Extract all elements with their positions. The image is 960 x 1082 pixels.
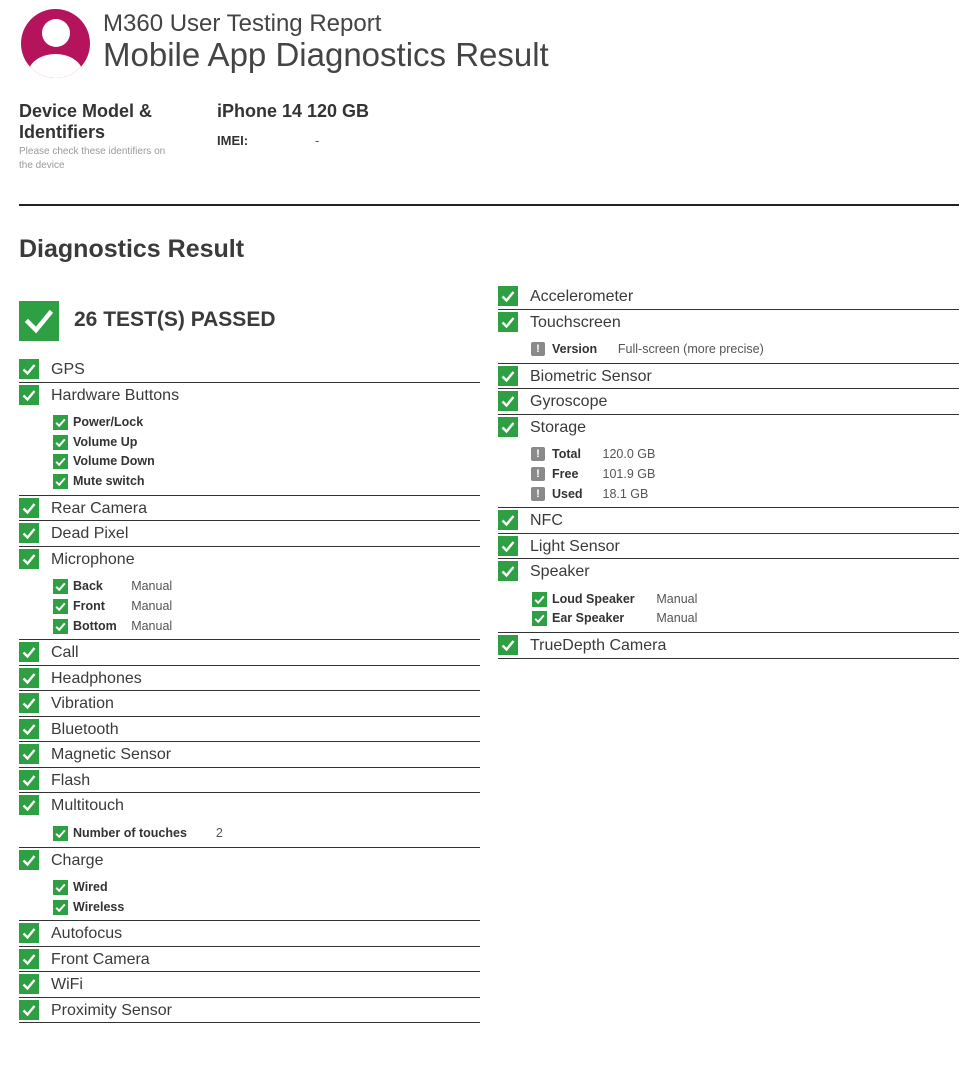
sub-result-label: Loud Speaker — [552, 591, 635, 606]
check-icon — [532, 611, 547, 626]
test-item-vibration — [19, 691, 480, 717]
sub-result-label: Number of touches — [73, 825, 187, 840]
sub-result-loud-speaker — [498, 590, 959, 610]
test-name: Proximity Sensor — [51, 1001, 172, 1019]
test-name: NFC — [530, 512, 563, 530]
test-name: Accelerometer — [530, 288, 634, 305]
check-icon — [498, 510, 518, 530]
test-name: Magnetic Sensor — [51, 746, 172, 764]
sub-result-label: Mute switch — [73, 474, 145, 489]
check-icon — [532, 592, 547, 607]
check-icon — [498, 635, 518, 655]
sub-result-label: Bottom — [73, 618, 117, 633]
sub-result-label: Total — [552, 447, 581, 462]
check-icon — [498, 536, 518, 556]
test-item-speaker — [498, 559, 959, 633]
test-name: Call — [51, 644, 79, 662]
sub-result-value: 2 — [215, 825, 223, 840]
test-item-truedepth-camera — [498, 633, 959, 659]
sub-result-label: Ear Speaker — [552, 611, 625, 626]
sub-result-value: Manual — [131, 579, 173, 594]
check-icon — [19, 719, 39, 739]
sub-result-back — [19, 577, 480, 597]
test-name: Dead Pixel — [51, 525, 129, 543]
results-left-column — [19, 357, 480, 1023]
test-name: Touchscreen — [530, 313, 621, 331]
check-icon — [19, 744, 39, 764]
report-subtitle: M360 User Testing Report — [103, 10, 382, 37]
test-item-proximity-sensor — [19, 998, 480, 1024]
test-item-multitouch — [19, 793, 480, 847]
test-name: Rear Camera — [51, 499, 148, 517]
check-icon — [19, 770, 39, 790]
sub-result-bottom — [19, 617, 480, 637]
test-name: Autofocus — [51, 925, 123, 943]
check-icon — [19, 498, 39, 518]
test-item-front-camera — [19, 947, 480, 973]
sub-result-value: 101.9 GB — [602, 466, 656, 481]
sub-result-ear-speaker — [498, 609, 959, 629]
test-item-gps — [19, 357, 480, 383]
sub-result-version — [498, 340, 959, 360]
sub-result-value: Manual — [656, 611, 698, 626]
section-divider — [19, 204, 959, 206]
sub-result-label: Volume Up — [73, 434, 138, 449]
imei-label: IMEI: — [217, 133, 249, 148]
test-name: WiFi — [51, 976, 83, 994]
test-item-flash — [19, 768, 480, 794]
check-icon — [19, 974, 39, 994]
passed-count: 26 TEST(S) PASSED — [74, 308, 276, 331]
check-icon — [498, 366, 518, 386]
check-icon — [53, 826, 68, 841]
test-item-gyroscope — [498, 389, 959, 415]
test-item-autofocus — [19, 921, 480, 947]
sub-result-front — [19, 597, 480, 617]
test-item-bluetooth — [19, 717, 480, 743]
test-name: Bluetooth — [51, 720, 119, 738]
test-name: Microphone — [51, 550, 135, 568]
check-icon — [53, 900, 68, 915]
test-name: Flash — [51, 771, 91, 789]
test-name: Speaker — [530, 563, 590, 581]
sub-result-label: Wired — [73, 880, 108, 894]
sub-result-number-of-touches — [19, 824, 480, 844]
check-icon — [498, 417, 518, 437]
sub-result-label: Version — [552, 342, 598, 356]
check-icon — [19, 693, 39, 713]
check-icon — [19, 795, 39, 815]
test-item-call — [19, 640, 480, 666]
test-item-accelerometer — [498, 284, 959, 310]
check-icon — [498, 561, 518, 581]
test-item-charge — [19, 848, 480, 922]
test-name: Hardware Buttons — [51, 386, 180, 404]
check-icon — [498, 391, 518, 411]
sub-result-label: Volume Down — [73, 454, 155, 469]
warning-icon: ! — [531, 487, 545, 501]
sub-result-volume-down — [19, 452, 480, 472]
test-name: Storage — [530, 418, 587, 436]
sub-result-label: Power/Lock — [73, 415, 144, 429]
check-icon — [19, 923, 39, 943]
sub-result-total — [498, 445, 959, 465]
test-item-rear-camera — [19, 496, 480, 522]
check-icon — [53, 415, 68, 430]
test-name: Biometric Sensor — [530, 367, 652, 385]
results-right-column — [498, 284, 959, 659]
passed-check-icon — [19, 301, 59, 341]
sub-result-label: Used — [552, 486, 583, 501]
test-item-wifi — [19, 972, 480, 998]
diagnostics-title: Diagnostics Result — [19, 235, 245, 263]
test-name: Vibration — [51, 695, 114, 713]
page-title: Mobile App Diagnostics Result — [103, 36, 549, 73]
test-item-headphones — [19, 666, 480, 692]
sub-result-value: Manual — [131, 618, 173, 633]
test-name: Headphones — [51, 669, 142, 687]
sub-result-value: 120.0 GB — [602, 447, 656, 462]
check-icon — [19, 385, 39, 405]
sub-result-label: Free — [552, 466, 579, 481]
test-item-dead-pixel — [19, 521, 480, 547]
test-name: GPS — [51, 361, 85, 378]
check-icon — [19, 668, 39, 688]
check-icon — [19, 523, 39, 543]
check-icon — [53, 435, 68, 450]
test-item-touchscreen — [498, 310, 959, 364]
check-icon — [498, 286, 518, 306]
test-item-nfc — [498, 508, 959, 534]
check-icon — [498, 312, 518, 332]
check-icon — [53, 599, 68, 614]
test-item-hardware-buttons — [19, 383, 480, 496]
sub-result-power-lock — [19, 413, 480, 433]
check-icon — [19, 549, 39, 569]
check-icon — [19, 642, 39, 662]
sub-result-value: 18.1 GB — [602, 486, 649, 501]
sub-result-wired — [19, 878, 480, 898]
check-icon — [19, 850, 39, 870]
test-name: Charge — [51, 851, 104, 869]
test-item-biometric-sensor — [498, 364, 959, 390]
test-name: Gyroscope — [530, 393, 608, 411]
sub-result-label: Front — [73, 598, 105, 613]
test-name: TrueDepth Camera — [530, 637, 667, 655]
imei-value: - — [315, 133, 320, 148]
check-icon — [53, 474, 68, 489]
check-icon — [19, 1000, 39, 1020]
sub-result-mute-switch — [19, 472, 480, 492]
sub-result-volume-up — [19, 433, 480, 453]
device-model: iPhone 14 120 GB — [217, 101, 370, 121]
sub-result-label: Wireless — [73, 899, 125, 914]
sub-result-value: Manual — [656, 591, 698, 606]
sub-result-used — [498, 485, 959, 505]
sub-result-free — [498, 465, 959, 485]
test-name: Light Sensor — [530, 537, 620, 555]
avatar-icon — [21, 9, 90, 78]
device-hint: Please check these identifiers on the device — [19, 146, 166, 171]
warning-icon: ! — [531, 447, 545, 461]
warning-icon: ! — [531, 467, 545, 481]
check-icon — [53, 454, 68, 469]
test-name: Multitouch — [51, 797, 124, 815]
sub-result-label: Back — [73, 579, 103, 594]
check-icon — [53, 619, 68, 634]
test-item-storage — [498, 415, 959, 509]
check-icon — [53, 880, 68, 895]
sub-result-value: Manual — [131, 598, 173, 613]
test-item-magnetic-sensor — [19, 742, 480, 768]
check-icon — [19, 359, 39, 379]
test-name: Front Camera — [51, 950, 150, 968]
device-label: Device Model & Identifiers — [19, 101, 153, 142]
sub-result-value: Full-screen (more precise) — [617, 342, 764, 356]
warning-icon: ! — [531, 342, 545, 356]
check-icon — [19, 949, 39, 969]
test-item-light-sensor — [498, 534, 959, 560]
sub-result-wireless — [19, 898, 480, 918]
test-item-microphone — [19, 547, 480, 641]
check-icon — [53, 579, 68, 594]
